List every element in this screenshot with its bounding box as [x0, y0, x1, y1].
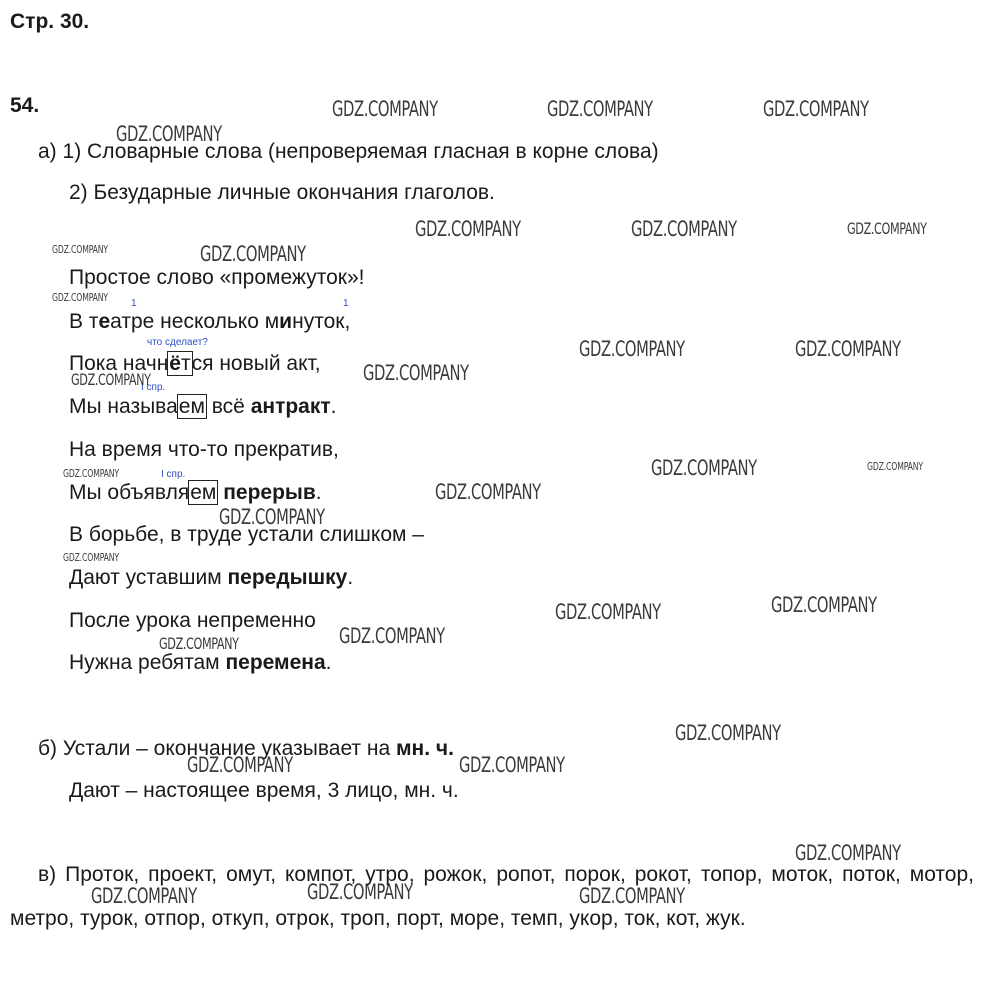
watermark-logo: GDZ.COMPANY — [847, 219, 927, 238]
poem-line-3: Пока начнётся новый акт, — [69, 352, 321, 375]
exercise-number: 54. — [10, 94, 40, 117]
watermark-logo: GDZ.COMPANY — [795, 841, 901, 865]
watermark-logo: GDZ.COMPANY — [363, 361, 469, 385]
watermark-logo: GDZ.COMPANY — [219, 505, 325, 529]
poem-line-9: После урока непременно — [69, 609, 316, 632]
poem-line-5: На время что-то прекратив, — [69, 438, 339, 461]
watermark-logo: GDZ.COMPANY — [71, 370, 151, 389]
watermark-logo: GDZ.COMPANY — [63, 467, 119, 480]
poem-line-7: В борьбе, в труде устали слишком – — [69, 523, 424, 546]
conjugation-note: I спр. — [141, 382, 166, 393]
watermark-logo: GDZ.COMPANY — [867, 460, 923, 473]
watermark-logo: GDZ.COMPANY — [459, 753, 565, 777]
question-note: что сделает? — [147, 337, 208, 348]
watermark-logo: GDZ.COMPANY — [159, 634, 239, 653]
ending-box: ёт — [169, 352, 191, 375]
ending-box: ем — [190, 481, 217, 504]
watermark-logo: GDZ.COMPANY — [91, 884, 197, 908]
watermark-logo: GDZ.COMPANY — [63, 551, 119, 564]
watermark-logo: GDZ.COMPANY — [771, 593, 877, 617]
poem-line-6: Мы объявляем перерыв. — [69, 481, 322, 504]
watermark-logo: GDZ.COMPANY — [763, 97, 869, 121]
watermark-logo: GDZ.COMPANY — [52, 291, 108, 304]
watermark-logo: GDZ.COMPANY — [795, 337, 901, 361]
section-b-line1: б) Устали – окончание указывает на мн. ч. — [38, 737, 454, 760]
watermark-logo: GDZ.COMPANY — [579, 337, 685, 361]
watermark-logo: GDZ.COMPANY — [307, 880, 413, 904]
page-label: Стр. 30. — [10, 10, 90, 33]
poem-line-2: В театре несколько минуток, — [69, 310, 351, 333]
watermark-logo: GDZ.COMPANY — [332, 97, 438, 121]
watermark-logo: GDZ.COMPANY — [435, 480, 541, 504]
ending-box: ем — [178, 395, 205, 418]
section-b-line2: Дают – настоящее время, 3 лицо, мн. ч. — [69, 779, 459, 802]
watermark-logo: GDZ.COMPANY — [547, 97, 653, 121]
watermark-logo: GDZ.COMPANY — [651, 456, 757, 480]
poem-line-8: Дают уставшим передышку. — [69, 566, 354, 589]
section-a-item1-text: 1) Словарные слова (непроверяемая гласная в корне слова) — [62, 140, 659, 163]
watermark-logo: GDZ.COMPANY — [555, 600, 661, 624]
watermark-logo: GDZ.COMPANY — [116, 122, 222, 146]
poem-line-10: Нужна ребятам перемена. — [69, 651, 332, 674]
section-c-text: в) Проток, проект, омут, компот, утро, рожок, ропот, порок, рокот, топор, моток, поток, мотор, метро, турок, отпор, откуп, отрок, троп, порт, море, темп, укор, ток, кот, жук. — [10, 863, 974, 930]
stressed-vowel: и — [279, 310, 293, 333]
stress-mark: 1 — [343, 298, 349, 309]
conjugation-note: I спр. — [161, 469, 186, 480]
watermark-logo: GDZ.COMPANY — [52, 243, 108, 256]
stressed-vowel: е — [98, 310, 111, 333]
watermark-logo: GDZ.COMPANY — [187, 753, 293, 777]
stress-mark: 1 — [131, 298, 137, 309]
section-a-marker: а) — [38, 140, 57, 163]
poem-line-1: Простое слово «промежуток»! — [69, 266, 365, 289]
watermark-logo: GDZ.COMPANY — [675, 721, 781, 745]
watermark-logo: GDZ.COMPANY — [415, 217, 521, 241]
watermark-logo: GDZ.COMPANY — [200, 242, 306, 266]
watermark-logo: GDZ.COMPANY — [631, 217, 737, 241]
poem-line-4: Мы называем всё антракт. — [69, 395, 337, 418]
watermark-logo: GDZ.COMPANY — [579, 884, 685, 908]
watermark-logo: GDZ.COMPANY — [339, 624, 445, 648]
section-a-item2: 2) Безударные личные окончания глаголов. — [69, 181, 495, 204]
